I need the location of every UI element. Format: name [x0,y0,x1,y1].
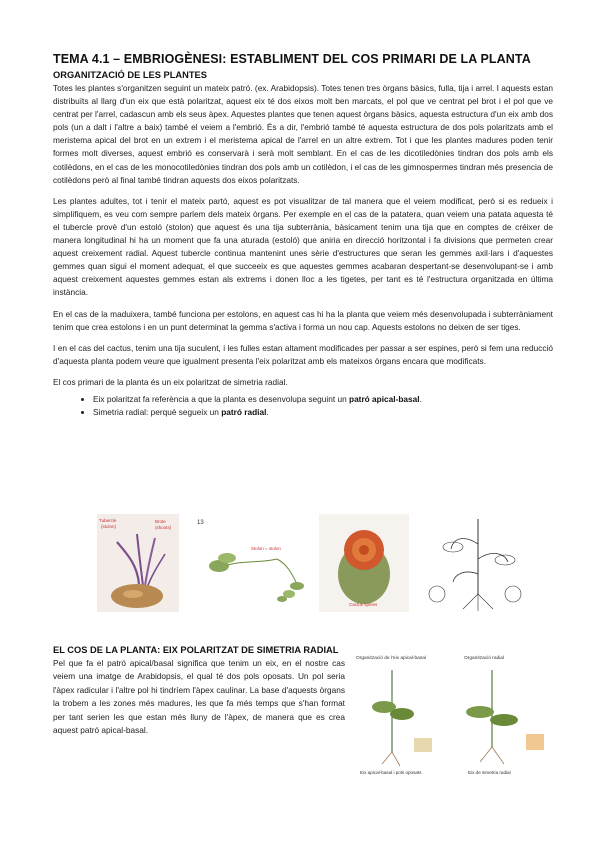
plant-drawing-figure [423,514,528,612]
figure-number: 13 [197,520,204,526]
potato-figure [97,514,179,612]
paragraph-5: El cos primari de la planta és un eix polaritzat de simetria radial. [53,376,288,387]
paragraph-2: Les plantes adultes, tot i tenir el mateix partó, aquest es pot visualitzar de tal manera que el veiem modificat, però si es redueix i simplifiquem, es veu com sempre parlem dels mateix òrgans. Per exemple en el cas de la patatera, quan veiem una patata aquesta té el tubercle provè d'un estoló (stolon) que aquest és una tija subterrània, bàsicament tenim una tija que en comptes de créixer de manera longitudinal hi ha un moment que fa una aturada (estoló) que aniria en direcció horitzontal i fa divisions que permeten crear aquest creixement radial. Aquest tubercle continua mantenint unes sèrie d'estructures que seran les gemmes axil·lars i d'aquestes gemmes quan sigui el moment adequat, el que succeeix es que aquestes gemmes acabaran despertant-se desenvolupant-se i amb aquest creixement aquestes gemmes estan als extrems i donen lloc a les tigetes, per tant es té l'estructura organitzada en última instància. [53,195,553,298]
bullet-item-2: • Simetria radial: perquè segueix un patró radial. [93,406,553,420]
section-2 [53,645,345,745]
section-heading-organization: ORGANITZACIÓ DE LES PLANTES [53,70,207,80]
arabidopsis-axis-figure [352,652,552,778]
bullet-list [53,393,553,420]
label-tuber: Tubercle [99,518,117,523]
document-page [53,52,553,420]
paragraph-4: I en el cas del cactus, tenim una tija suculent, i les fulles estan altament modificades per passar a ser espines, però si fem una reducció d'aquesta planta podem veure que igualment presenta l'eix polaritzat amb els mateixos òrgans encara que modificats. [53,342,553,366]
figure2-right-caption: Eix de simetria radial [468,770,511,775]
paragraph-3: En el cas de la maduixera, també funciona per estolons, en aquest cas hi ha la planta que veiem més desenvolupada i subterràniament tenim que crea estolons i en un punt determinat la gemma s'activa i forma un nou cap. Aquests estolons no deixen de ser tiges. [53,308,553,332]
cactus-figure [319,514,409,612]
figure2-left-caption: Eix apical-basal i pols oposats [360,770,422,775]
figure-row [97,514,529,614]
section-2-paragraph: Pel que fa el patró apical/basal significa que tenim un eix, en el nostre cas veiem una imatge de Arabidopsis, el qual té dos pols oposats. Un pol seria l'àpex radicular i l'altre pol hi tindríem l'àpex caulinar. La base d'aquests òrgans la trobem a les zones més madures, les que fa més temps que s'han format per tant serien les que estan més lluny de l'àpex, de manera que es crea aquest patró apical-basal. [53,658,345,736]
label-shoots: (shoots) [155,525,172,530]
paragraph-1: Totes les plantes s'organitzen seguint un mateix patró. (ex. Arabidopsis). Totes tenen tres òrgans bàsics, fulla, tija i arrel. I aquests estan distribuïts al llarg d'un eix que està polaritzat, aquest eix té dos eixos molt ben marcats, el pol que ve centrat pel brot i el pol que ve centrat per l'arrel, cadascun amb els seus àpex. Aquestes plantes que tenen aquest òrgans bàsics, aquesta estructura d'un eix amb dos pols (un a dalt i l'altre a baix) també el veiem a l'embrió. És a dir, l'embrió també té aquesta estructura de dos pols polaritzats amb el meristema apical del brot en un extrem i el meristema apical de l'arrel en un altre extrem. Tot i que les plantes madures poden tenir formes molt diverses, aquest embrió es conservarà i serà molt semblant. En el cas de les dicotiledònies tindran dos pols amb els cotilèdons, en el cas de les monocotiledònies tindran dos pols amb un cotilèdon, i el cas de les gimnospermes tindran més presencia de cotilèdons però al final també tindran aquests dos eixos polaritzats. [53,83,553,185]
figure2-left-title: Organització de l'eix apical-basal [356,656,426,661]
section-heading-radial: EL COS DE LA PLANTA: EIX POLARITZAT DE SIMETRIA RADIAL [53,645,339,655]
figure2-right-title: Organització radial [464,656,504,661]
strawberry-figure [197,514,307,612]
label-stolon: (stolon) [101,524,117,529]
bullet-item-1: • Eix polaritzat fa referència a que la planta es desenvolupa seguint un patró apical-basal. [93,393,553,407]
label-shoot: Brote [155,519,166,524]
label-cactus: Cactus spines [349,602,378,607]
label-stolon-2: Stolon = stolon [251,546,281,551]
page-title: TEMA 4.1 – EMBRIOGÈNESI: ESTABLIMENT DEL COS PRIMARI DE LA PLANTA [53,52,531,66]
